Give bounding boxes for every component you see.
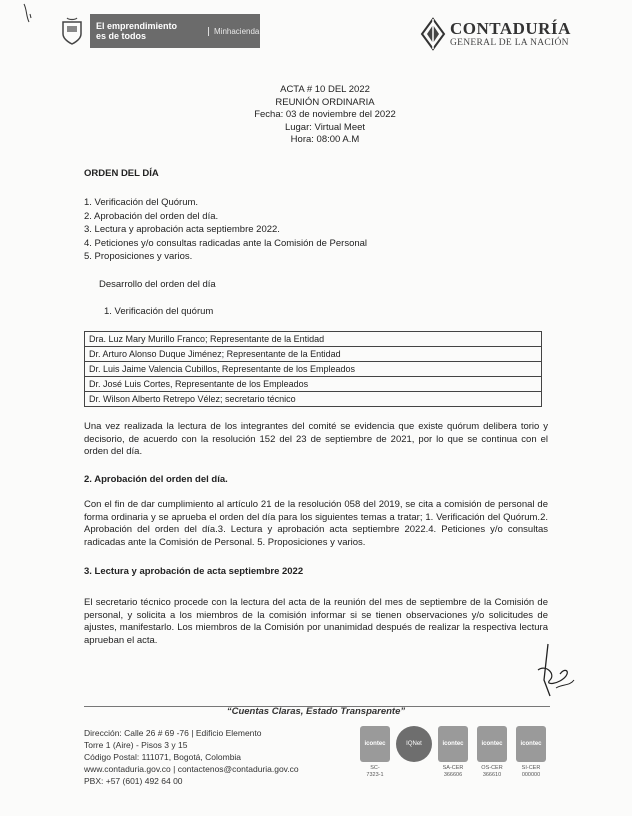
section-3-paragraph: El secretario técnico procede con la lectura del acta de la reunión del mes de septiembre de la Comisión de personal, y solicita a los miembros de la comisión informar si se tienen observaciones y/o solicitudes de ajustes, manifestarlo. Los miembros de la Comisión por unanimidad después de realizar la respectiva lectura aprueban el acta.: [84, 597, 548, 646]
cert-code: OS-CER 366610: [481, 765, 503, 778]
agenda-item: 5. Proposiciones y varios.: [84, 251, 193, 262]
table-cell: Dr. Wilson Alberto Retrepo Vélez; secretario técnico: [85, 392, 542, 407]
slogan-line-1: El emprendimiento: [96, 21, 178, 31]
table-cell: Dr. José Luis Cortes, Representante de los Empleados: [85, 377, 542, 392]
agenda-list: [84, 196, 367, 264]
meeting-date: Fecha: 03 de noviembre del 2022: [254, 109, 396, 120]
signature-icon: [520, 640, 576, 700]
table-cell: Dra. Luz Mary Murillo Franco; Representante de la Entidad: [85, 332, 542, 347]
slogan-banner: [90, 14, 260, 48]
slogan-line-2: es de todos: [96, 31, 147, 41]
table-row: [85, 362, 542, 377]
agenda-item: 3. Lectura y aprobación acta septiembre 2022.: [84, 224, 280, 235]
table-cell: Dr. Arturo Alonso Duque Jiménez; Representante de la Entidad: [85, 347, 542, 362]
government-banner: [54, 14, 260, 48]
footer-motto: “Cuentas Claras, Estado Transparente”: [226, 706, 406, 717]
certification-badge: [436, 726, 470, 788]
footer-postal-code: Código Postal: 111071, Bogotá, Colombia: [84, 752, 242, 762]
certification-badge: [514, 726, 548, 788]
cert-code: SI-CER 000000: [521, 765, 541, 778]
agenda-heading: ORDEN DEL DÍA: [84, 168, 159, 179]
footer-floor: Torre 1 (Aire) - Pisos 3 y 15: [84, 740, 188, 750]
meeting-type: REUNIÓN ORDINARIA: [275, 96, 375, 108]
agenda-item: 2. Aprobación del orden del día.: [84, 210, 219, 222]
footer-contact: [84, 727, 299, 787]
table-cell: Dr. Luis Jaime Valencia Cubillos, Representante de los Empleados: [85, 362, 542, 377]
table-row: [85, 347, 542, 362]
table-row: [85, 392, 542, 407]
section-2-paragraph: Con el fin de dar cumplimiento al artículo 21 de la resolución 058 del 2019, se cita a comisión de personal de forma ordinaria y se aprueba el orden del día para los siguientes temas a tratar; 1. Verificación del Quórum.2. Aprobación del orden del día.3. Lectura y aprobación acta septiembre 2022.4. Peticiones y/o consultas radicadas ante la Comisión de Personal. 5. Proposiciones y varios.: [84, 499, 548, 548]
meeting-time: Hora: 08:00 A.M: [290, 134, 360, 145]
quorum-paragraph: Una vez realizada la lectura de los integrantes del comité se evidencia que existe quórum delibera torio y decisorio, de acuerdo con la resolución 152 del 23 de septiembre de 2021, por lo que se continua con el orden del día.: [84, 421, 548, 457]
certification-badge: [358, 726, 392, 788]
table-row: [85, 332, 542, 347]
footer-web-email: www.contaduria.gov.co | contactenos@contaduria.gov.co: [84, 764, 299, 774]
section-3-heading: 3. Lectura y aprobación de acta septiembre 2022: [84, 566, 304, 577]
footer-phone: PBX: +57 (601) 492 64 00: [84, 776, 183, 786]
quorum-table: [84, 331, 542, 407]
certification-badge: [475, 726, 509, 788]
certification-logos: [358, 726, 548, 788]
certification-badge: [397, 726, 431, 788]
pen-mark-icon: [22, 2, 34, 24]
org-name-primary: CONTADURÍA: [450, 18, 571, 38]
org-name-secondary: GENERAL DE LA NACIÓN: [450, 37, 569, 48]
icontec-logo-icon: icontec: [360, 726, 390, 762]
acta-title: ACTA # 10 DEL 2022: [280, 84, 370, 95]
cert-code: SA-CER 366606: [442, 765, 464, 778]
development-heading: Desarrollo del orden del día: [99, 279, 216, 290]
contaduria-logo: [420, 16, 610, 52]
iqnet-logo-icon: IQNet: [396, 726, 432, 762]
footer-address: Dirección: Calle 26 # 69 -76 | Edificio Elemento: [84, 728, 262, 738]
cert-code: SC- 7323-1: [366, 765, 384, 778]
icontec-logo-icon: icontec: [477, 726, 507, 762]
coat-of-arms-icon: [54, 14, 90, 48]
ministry-label: Minhacienda: [208, 27, 259, 36]
table-row: [85, 377, 542, 392]
acta-heading: [0, 84, 632, 147]
icontec-logo-icon: icontec: [438, 726, 468, 762]
agenda-item: 1. Verificación del Quórum.: [84, 197, 199, 208]
contaduria-emblem-icon: [420, 17, 446, 51]
meeting-place: Lugar: Virtual Meet: [284, 121, 366, 133]
slogan-text: [90, 21, 204, 41]
section-2-heading: 2. Aprobación del orden del día.: [84, 474, 228, 485]
icontec-logo-icon: icontec: [516, 726, 546, 762]
quorum-subheading: 1. Verificación del quórum: [104, 306, 214, 317]
agenda-item: 4. Peticiones y/o consultas radicadas ante la Comisión de Personal: [84, 237, 368, 249]
